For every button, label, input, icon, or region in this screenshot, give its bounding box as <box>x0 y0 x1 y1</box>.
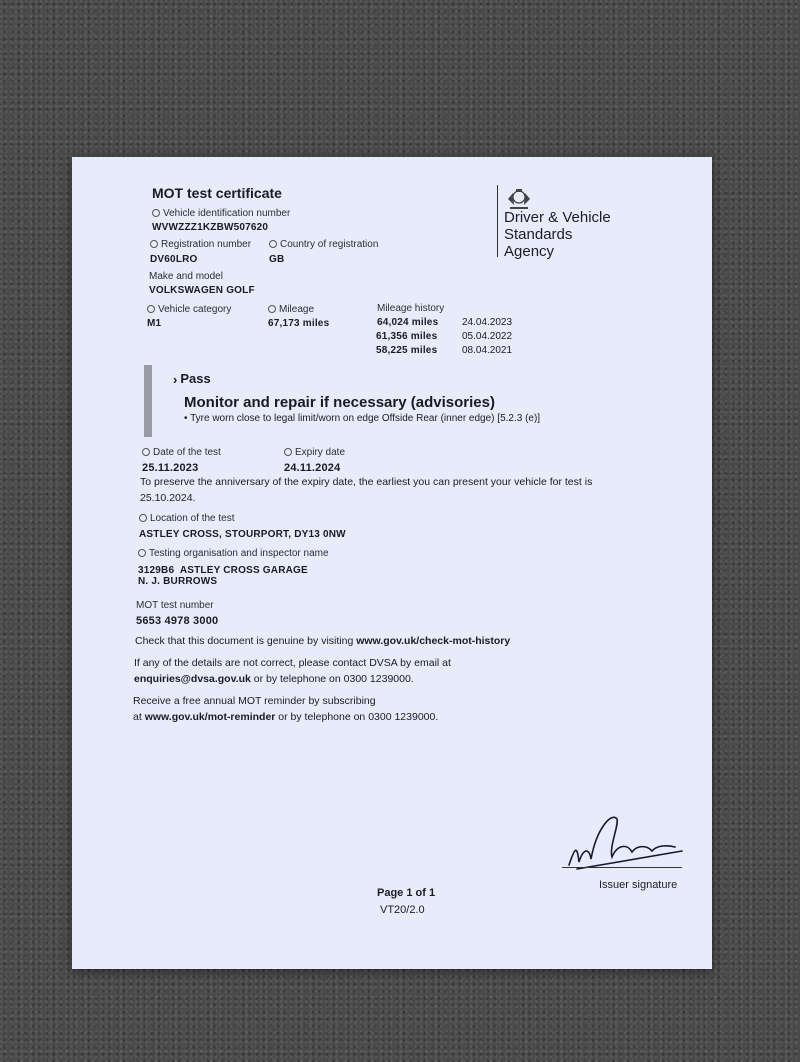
test-number-value: 5653 4978 3000 <box>136 615 219 627</box>
reminder-note: Receive a free annual MOT reminder by subscribing at www.gov.uk/mot-reminder or by telephone on 0300 1239000. <box>133 695 439 723</box>
registration-label: Registration number <box>150 239 251 250</box>
inspector-icon <box>138 549 146 557</box>
organisation-value: 3129B6 ASTLEY CROSS GARAGE N. J. BURROWS <box>138 565 308 587</box>
certificate-title: MOT test certificate <box>152 185 282 201</box>
signature-line <box>562 867 682 868</box>
agency-name: Driver & Vehicle Standards Agency <box>504 209 611 260</box>
make-label: Make and model <box>149 271 223 282</box>
test-date-value: 25.11.2023 <box>142 462 199 474</box>
result-status: › Pass <box>173 371 211 388</box>
test-number-label: MOT test number <box>136 600 214 611</box>
info-icon <box>147 305 155 313</box>
check-genuine-note: Check that this document is genuine by visiting www.gov.uk/check-mot-history <box>135 635 511 647</box>
info-icon <box>268 305 276 313</box>
advisory-item: • Tyre worn close to legal limit/worn on edge Offside Rear (inner edge) [5.2.3 (e)] <box>184 413 541 424</box>
mileage-history-row: 64,024 miles 24.04.2023 <box>377 317 513 328</box>
advisory-heading: Monitor and repair if necessary (advisories) <box>184 394 495 411</box>
expiry-date-label: Expiry date <box>284 447 345 458</box>
test-date-label: Date of the test <box>142 447 221 458</box>
royal-crest-icon <box>504 187 534 211</box>
registration-value: DV60LRO <box>150 254 198 265</box>
certificate-page <box>72 157 712 969</box>
mileage-label: Mileage <box>268 304 314 315</box>
signature-label: Issuer signature <box>599 879 678 891</box>
info-icon <box>152 209 160 217</box>
expiry-date-value: 24.11.2024 <box>284 462 341 474</box>
location-icon <box>139 514 147 522</box>
location-label: Location of the test <box>139 513 235 524</box>
category-value: M1 <box>147 318 162 329</box>
mileage-history-label: Mileage history <box>377 303 445 314</box>
result-bar <box>144 365 152 437</box>
form-code: VT20/2.0 <box>380 904 425 916</box>
agency-divider <box>497 185 498 257</box>
dvsa-email-link[interactable]: enquiries@dvsa.gov.uk <box>134 673 251 685</box>
mileage-history-row: 61,356 miles 05.04.2022 <box>376 331 513 342</box>
mileage-value: 67,173 miles <box>268 318 330 329</box>
mot-reminder-link[interactable]: www.gov.uk/mot-reminder <box>144 711 276 723</box>
organisation-label: Testing organisation and inspector name <box>138 548 329 559</box>
chevron-icon: › <box>173 372 178 388</box>
country-value: GB <box>269 254 285 265</box>
location-value: ASTLEY CROSS, STOURPORT, DY13 0NW <box>139 529 346 540</box>
vin-value: WVWZZZ1KZBW507620 <box>152 222 269 233</box>
check-mot-link[interactable]: www.gov.uk/check-mot-history <box>356 635 511 647</box>
make-value: VOLKSWAGEN GOLF <box>149 285 255 296</box>
country-label: Country of registration <box>269 239 378 250</box>
calendar-icon <box>284 448 292 456</box>
info-icon <box>269 240 277 248</box>
info-icon <box>150 240 158 248</box>
mileage-history-row: 58,225 miles 08.04.2021 <box>376 345 513 356</box>
anniversary-note: To preserve the anniversary of the expiry date, the earliest you can present your vehicle for test is 25.10.2024. <box>140 476 593 504</box>
page-number: Page 1 of 1 <box>377 887 436 899</box>
vin-label: Vehicle identification number <box>152 208 290 219</box>
calendar-icon <box>142 448 150 456</box>
contact-note: If any of the details are not correct, please contact DVSA by email at enquiries@dvsa.gov.uk or by telephone on 0300 1239000. <box>134 657 451 685</box>
category-label: Vehicle category <box>147 304 231 315</box>
